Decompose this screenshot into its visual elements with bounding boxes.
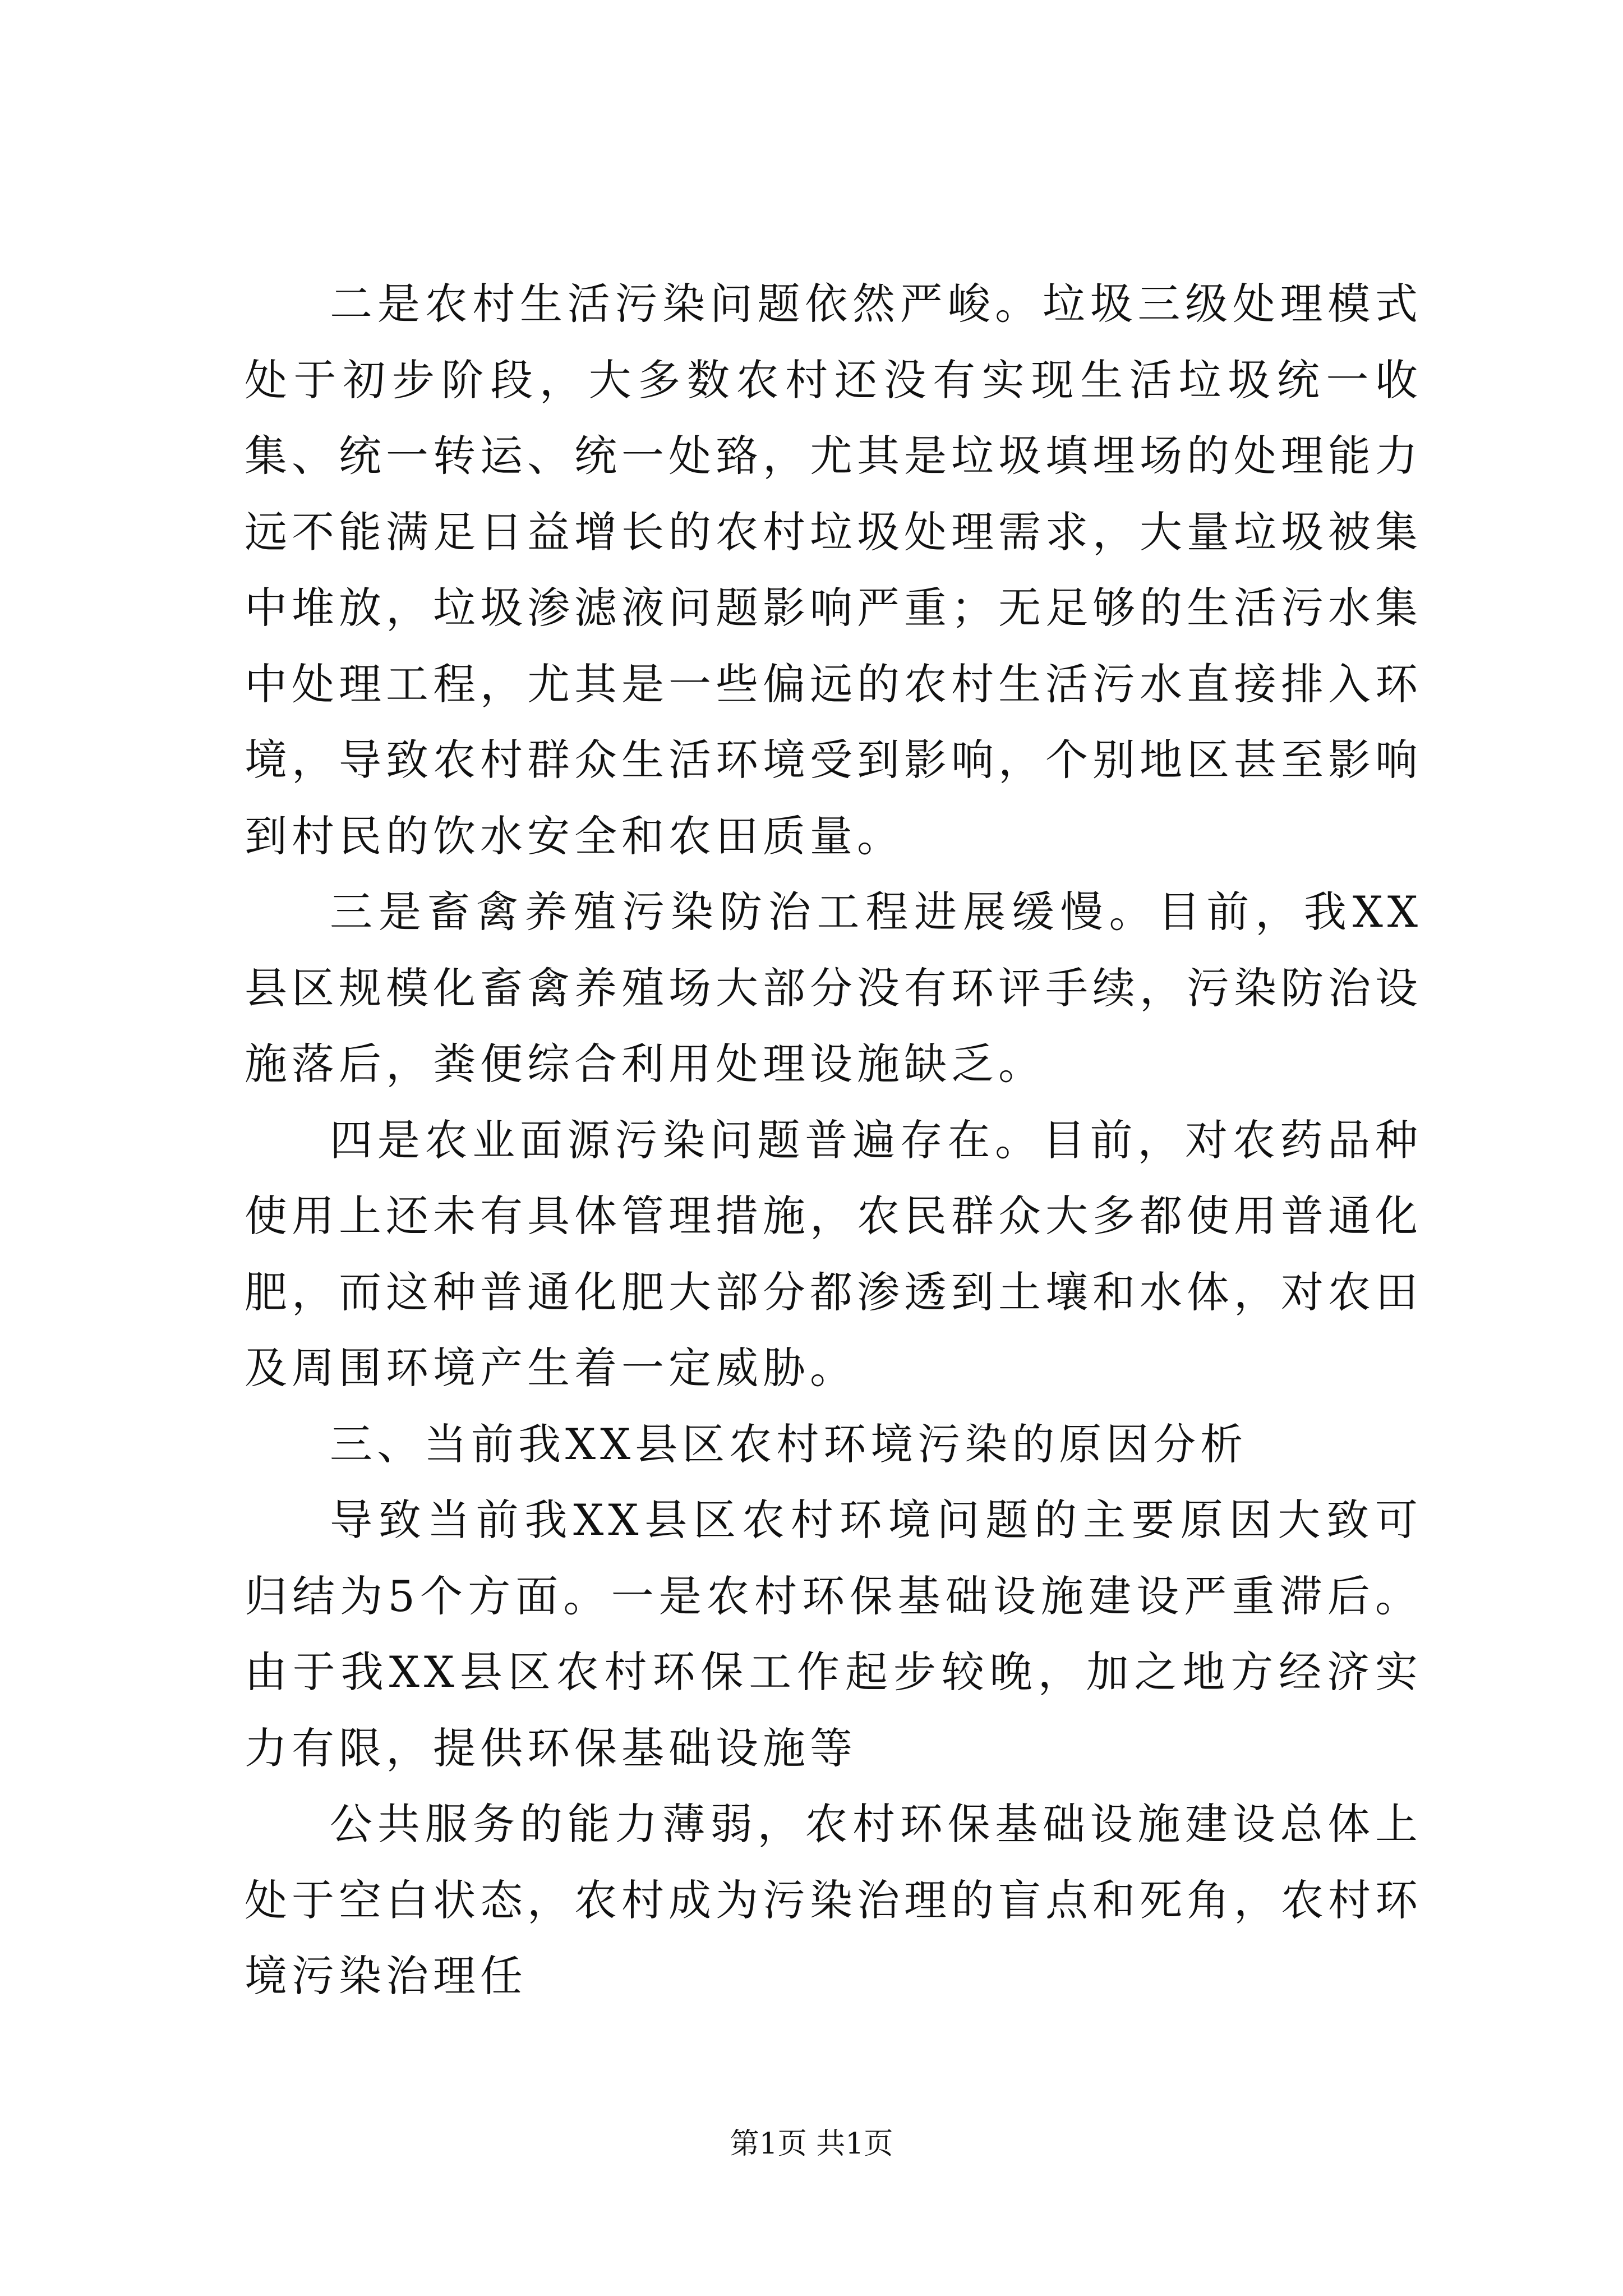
paragraph-rural-domestic-pollution: 二是农村生活污染问题依然严峻。垃圾三级处理模式处于初步阶段，大多数农村还没有实现生活垃圾统一收集、统一转运、统一处臵，尤其是垃圾填埋场的处理能力远不能满足日益增长的农村垃圾处理需求，大量垃圾被集中堆放，垃圾渗滤液问题影响严重；无足够的生活污水集中处理工程，尤其是一些偏远的农村生活污水直接排入环境，导致农村群众生活环境受到影响，个别地区甚至影响到村民的饮水安全和农田质量。 xyxy=(245,279,1422,861)
paragraph-agricultural-pollution: 四是农业面源污染问题普遍存在。目前，对农药品种使用上还未有具体管理措施，农民群众大多都使用普通化肥，而这种普通化肥大部分都渗透到土壤和水体，对农田及周围环境产生着一定威胁。 xyxy=(245,1115,1422,1393)
paragraph-public-services: 公共服务的能力薄弱，农村环保基础设施建设总体上处于空白状态，农村成为污染治理的盲点和死角，农村环境污染治理任 xyxy=(245,1799,1422,2001)
page-footer: 第1页 共1页 xyxy=(730,2127,893,2161)
paragraph-livestock-pollution: 三是畜禽养殖污染防治工程进展缓慢。目前，我XX县区规模化畜禽养殖场大部分没有环评手续，污染防治设施落后，粪便综合利用处理设施缺乏。 xyxy=(245,887,1422,1089)
section-heading-cause-analysis: 三、当前我XX县区农村环境污染的原因分析 xyxy=(330,1419,1248,1469)
document-body xyxy=(245,266,1422,2014)
paragraph-main-causes: 导致当前我XX县区农村环境问题的主要原因大致可归结为5个方面。一是农村环保基础设施建设严重滞后。由于我XX县区农村环保工作起步较晚，加之地方经济实力有限，提供环保基础设施等 xyxy=(245,1495,1422,1773)
